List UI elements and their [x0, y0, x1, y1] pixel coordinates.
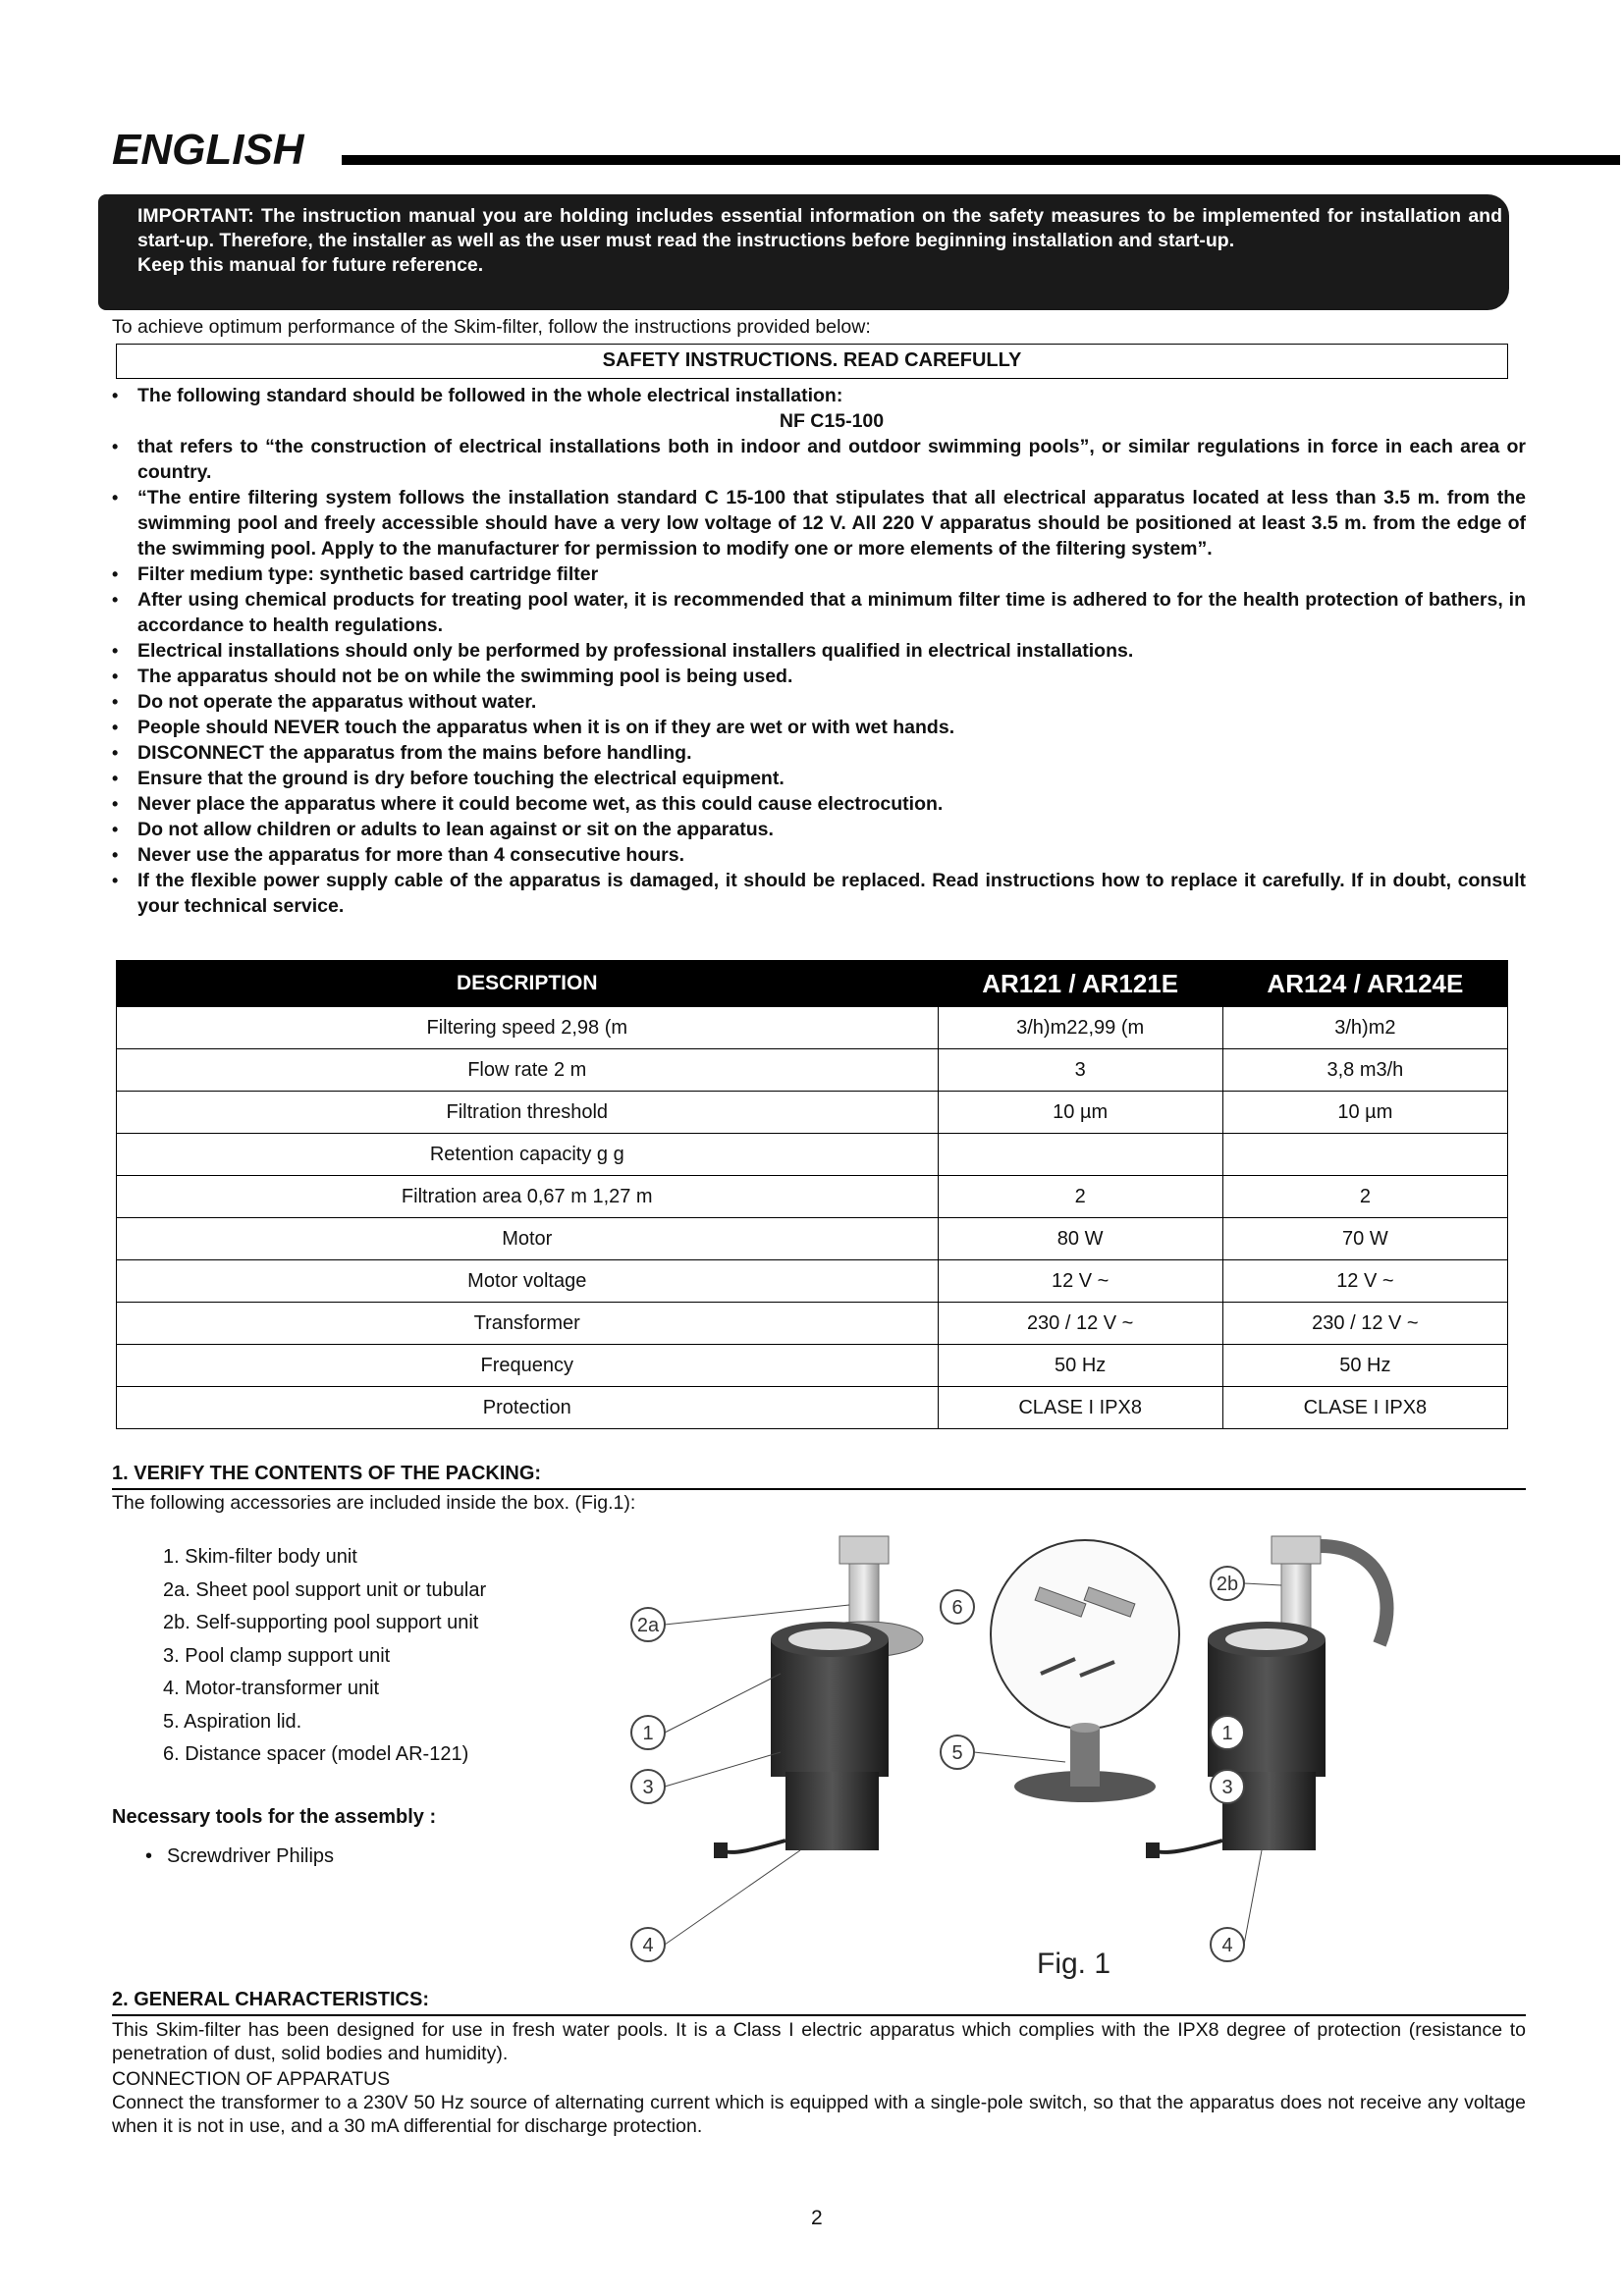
list-item: 1. Skim-filter body unit: [163, 1546, 357, 1568]
table-row: [117, 1303, 1508, 1345]
safety-item: • If the flexible power supply cable of the apparatus is damaged, it should be replaced. Read instructions how to replace it carefully. If in doubt, consult your technical service.: [112, 868, 1526, 919]
cell-label: Protection: [117, 1387, 939, 1429]
section1-heading: 1. VERIFY THE CONTENTS OF THE PACKING:: [112, 1463, 542, 1484]
safety-item: • The following standard should be followed in the whole electrical installation: NF C15-100: [112, 383, 1526, 434]
section2-paragraph-2: Connect the transformer to a 230V 50 Hz source of alternating current which is equipped with a single-pole switch, so that the apparatus does not receive any voltage when it is not in use, and a 30 mA differential for discharge protection.: [112, 2092, 1526, 2137]
callout-3-left: 3: [642, 1777, 654, 1798]
cell-a: 10 µm: [938, 1092, 1222, 1134]
safety-item-cont: • that refers to “the construction of electrical installations both in indoor and outdoor swimming pools”, or similar regulations in force in each area or country.: [112, 434, 1526, 485]
col-model-a: AR121 / AR121E: [938, 961, 1222, 1007]
list-item: 3. Pool clamp support unit: [163, 1644, 391, 1667]
table-row: [117, 1049, 1508, 1092]
cell-label: Filtration threshold: [117, 1092, 939, 1134]
cell-b: 10 µm: [1222, 1092, 1507, 1134]
safety-list: [112, 383, 1526, 919]
callout-6: 6: [951, 1597, 963, 1619]
cell-label: Motor: [117, 1218, 939, 1260]
cell-b: 3/h)m2: [1222, 1007, 1507, 1049]
section2-rule: [112, 2014, 1526, 2016]
cell-a: 12 V ~: [938, 1260, 1222, 1303]
spec-table: [116, 960, 1508, 1429]
connection-title: CONNECTION OF APPARATUS: [112, 2068, 391, 2090]
cell-b: 12 V ~: [1222, 1260, 1507, 1303]
callout-3-right: 3: [1221, 1777, 1233, 1798]
table-header-row: [117, 961, 1508, 1007]
callout-5: 5: [951, 1742, 963, 1764]
cell-b: 70 W: [1222, 1218, 1507, 1260]
cell-a: 3/h)m22,99 (m: [938, 1007, 1222, 1049]
callout-1-left: 1: [642, 1723, 654, 1744]
cell-a: 50 Hz: [938, 1345, 1222, 1387]
cell-a: 3: [938, 1049, 1222, 1092]
cell-b: 2: [1222, 1176, 1507, 1218]
intro-text: To achieve optimum performance of the Skim-filter, follow the instructions provided below:: [112, 316, 871, 338]
callout-2a: 2a: [636, 1615, 660, 1636]
safety-item: • “The entire filtering system follows the installation standard C 15-100 that stipulates that all electrical apparatus located at less than 3.5 m. from the swimming pool and freely accessible should have a very low voltage of 12 V. All 220 V apparatus should be positioned at least 3.5 m. from the edge of the swimming pool. Apply to the manufacturer for permission to modify one or more elements of the filtering system”.: [112, 485, 1526, 561]
table-row: [117, 1218, 1508, 1260]
page-number: 2: [811, 2207, 823, 2229]
cell-label: Filtering speed 2,98 (m: [117, 1007, 939, 1049]
cell-label: Transformer: [117, 1303, 939, 1345]
important-keep: Keep this manual for future reference.: [137, 254, 484, 276]
table-row: [117, 1007, 1508, 1049]
cell-b: 230 / 12 V ~: [1222, 1303, 1507, 1345]
safety-title-box: [116, 344, 1508, 379]
table-row: [117, 1092, 1508, 1134]
header-rule: [342, 155, 1620, 165]
list-item: 5. Aspiration lid.: [163, 1710, 302, 1733]
section2-paragraph-1: This Skim-filter has been designed for use in fresh water pools. It is a Class I electric apparatus which complies with the IPX8 degree of protection (resistance to penetration of dust, solid bodies and humidity).: [112, 2019, 1526, 2064]
cell-a: CLASE I IPX8: [938, 1387, 1222, 1429]
list-item: 2a. Sheet pool support unit or tubular: [163, 1578, 487, 1601]
bullet-icon: •: [145, 1845, 153, 1867]
safety-item: • After using chemical products for treating pool water, it is recommended that a minimum filter time is adhered to for the health protection of bathers, in accordance to health regulations.: [112, 587, 1526, 638]
cell-a: 80 W: [938, 1218, 1222, 1260]
section1-rule: [112, 1488, 1526, 1490]
skim-filter-left: [714, 1536, 923, 1858]
table-row: [117, 1387, 1508, 1429]
cell-b: CLASE I IPX8: [1222, 1387, 1507, 1429]
section1-intro: The following accessories are included inside the box. (Fig.1):: [112, 1492, 636, 1514]
cell-label: Flow rate 2 m: [117, 1049, 939, 1092]
language-title: ENGLISH: [112, 126, 304, 174]
list-item: 4. Motor-transformer unit: [163, 1678, 380, 1699]
safety-item: • Do not operate the apparatus without water.: [112, 689, 1526, 715]
important-text: IMPORTANT: The instruction manual you are holding includes essential information on the safety measures to be implemented for installation and start-up. Therefore, the installer as well as the user must read the instructions before beginning installation and start-up.: [137, 205, 1502, 251]
important-notice: [98, 194, 1509, 310]
callout-4-right: 4: [1221, 1935, 1233, 1956]
accessory-list: [163, 1541, 486, 1772]
col-description: DESCRIPTION: [117, 961, 939, 1007]
safety-title: SAFETY INSTRUCTIONS. READ CAREFULLY: [602, 349, 1022, 371]
safety-item: • Do not allow children or adults to lean against or sit on the apparatus.: [112, 817, 1526, 842]
callout-1-right: 1: [1221, 1723, 1233, 1744]
cell-label: Frequency: [117, 1345, 939, 1387]
section2-heading: 2. GENERAL CHARACTERISTICS:: [112, 1989, 429, 2010]
table-row: [117, 1134, 1508, 1176]
safety-item: • People should NEVER touch the apparatus when it is on if they are wet or with wet hands.: [112, 715, 1526, 740]
callout-2b: 2b: [1216, 1574, 1239, 1595]
callout-labels: [631, 1567, 1281, 1961]
table-row: [117, 1260, 1508, 1303]
safety-item: • Never use the apparatus for more than 4 consecutive hours.: [112, 842, 1526, 868]
list-item: 2b. Self-supporting pool support unit: [163, 1612, 479, 1633]
cell-label: Filtration area 0,67 m 1,27 m: [117, 1176, 939, 1218]
cell-b: 50 Hz: [1222, 1345, 1507, 1387]
safety-item: • The apparatus should not be on while the swimming pool is being used.: [112, 664, 1526, 689]
figure-1-illustration: [636, 1526, 1537, 1998]
cell-a: [938, 1134, 1222, 1176]
safety-item: • DISCONNECT the apparatus from the mains before handling.: [112, 740, 1526, 766]
safety-item: • Filter medium type: synthetic based cartridge filter: [112, 561, 1526, 587]
cell-b: 3,8 m3/h: [1222, 1049, 1507, 1092]
cell-b: [1222, 1134, 1507, 1176]
cell-a: 230 / 12 V ~: [938, 1303, 1222, 1345]
aspiration-lid: [1014, 1723, 1156, 1802]
cell-label: Retention capacity g g: [117, 1134, 939, 1176]
accessories-circle: [991, 1540, 1179, 1729]
cell-label: Motor voltage: [117, 1260, 939, 1303]
safety-item: • Electrical installations should only be performed by professional installers qualified in electrical installations.: [112, 638, 1526, 664]
cell-a: 2: [938, 1176, 1222, 1218]
figure-caption: Fig. 1: [1037, 1948, 1111, 1980]
standard-code: NF C15-100: [779, 410, 885, 432]
table-row: [117, 1176, 1508, 1218]
table-row: [117, 1345, 1508, 1387]
language-header: [112, 126, 1511, 185]
col-model-b: AR124 / AR124E: [1222, 961, 1507, 1007]
tools-heading: Necessary tools for the assembly :: [112, 1806, 437, 1828]
safety-item: • Never place the apparatus where it could become wet, as this could cause electrocution.: [112, 791, 1526, 817]
safety-item: • Ensure that the ground is dry before touching the electrical equipment.: [112, 766, 1526, 791]
callout-4-left: 4: [642, 1935, 654, 1956]
tools-item: • Screwdriver Philips: [145, 1845, 335, 1867]
list-item: 6. Distance spacer (model AR-121): [163, 1743, 469, 1765]
